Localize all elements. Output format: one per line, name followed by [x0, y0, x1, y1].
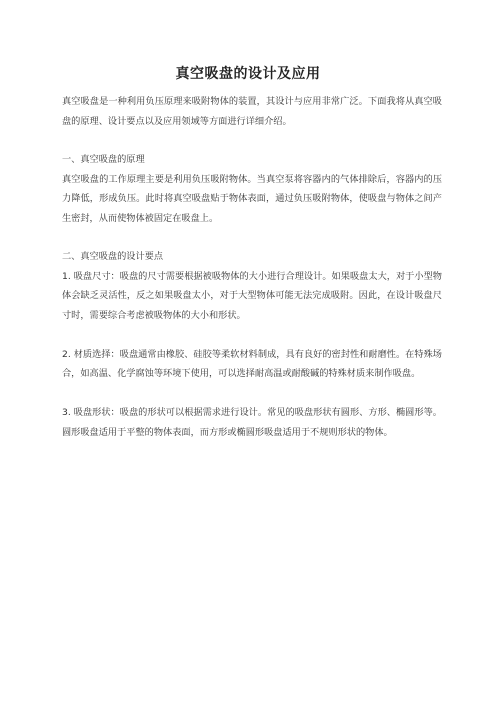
document-title: 真空吸盘的设计及应用	[175, 66, 321, 82]
design-point-3: 3. 吸盘形状：吸盘的形状可以根据需求进行设计。常见的吸盘形状有圆形、方形、椭圆形等。圆形吸盘适用于平整的物体表面，而方形或椭圆形吸盘适用于不规则形状的物体。	[62, 407, 442, 438]
design-point-1: 1. 吸盘尺寸：吸盘的尺寸需要根据被吸物体的大小进行合理设计。如果吸盘太大，对于小型物体会缺乏灵活性，反之如果吸盘太小，对于大型物体可能无法完成吸附。因此，在设计吸盘尺寸时，需要综合考虑被吸物体的大小和形状。	[62, 270, 442, 321]
intro-paragraph: 真空吸盘是一种利用负压原理来吸附物体的装置，其设计与应用非常广泛。下面我将从真空吸盘的原理、设计要点以及应用领域等方面进行详细介绍。	[62, 96, 442, 127]
section-1-body: 真空吸盘的工作原理主要是利用负压吸附物体。当真空泵将容器内的气体排除后，容器内的压力降低，形成负压。此时将真空吸盘贴于物体表面，通过负压吸附物体，使吸盘与物体之间产生密封，从而使物体被固定在吸盘上。	[62, 173, 442, 224]
paragraph-spacer	[62, 325, 442, 345]
document-body	[62, 92, 442, 442]
paragraph-spacer	[62, 228, 442, 247]
paragraph-spacer	[62, 384, 442, 404]
design-point-2: 2. 材质选择：吸盘通常由橡胶、硅胶等柔软材料制成，具有良好的密封性和耐磨性。在特殊场合，如高温、化学腐蚀等环境下使用，可以选择耐高温或耐酸碱的特殊材质来制作吸盘。	[62, 348, 442, 379]
section-2-heading: 二、真空吸盘的设计要点	[62, 251, 164, 262]
paragraph-spacer	[62, 131, 442, 150]
section-1-heading: 一、真空吸盘的原理	[62, 154, 145, 165]
